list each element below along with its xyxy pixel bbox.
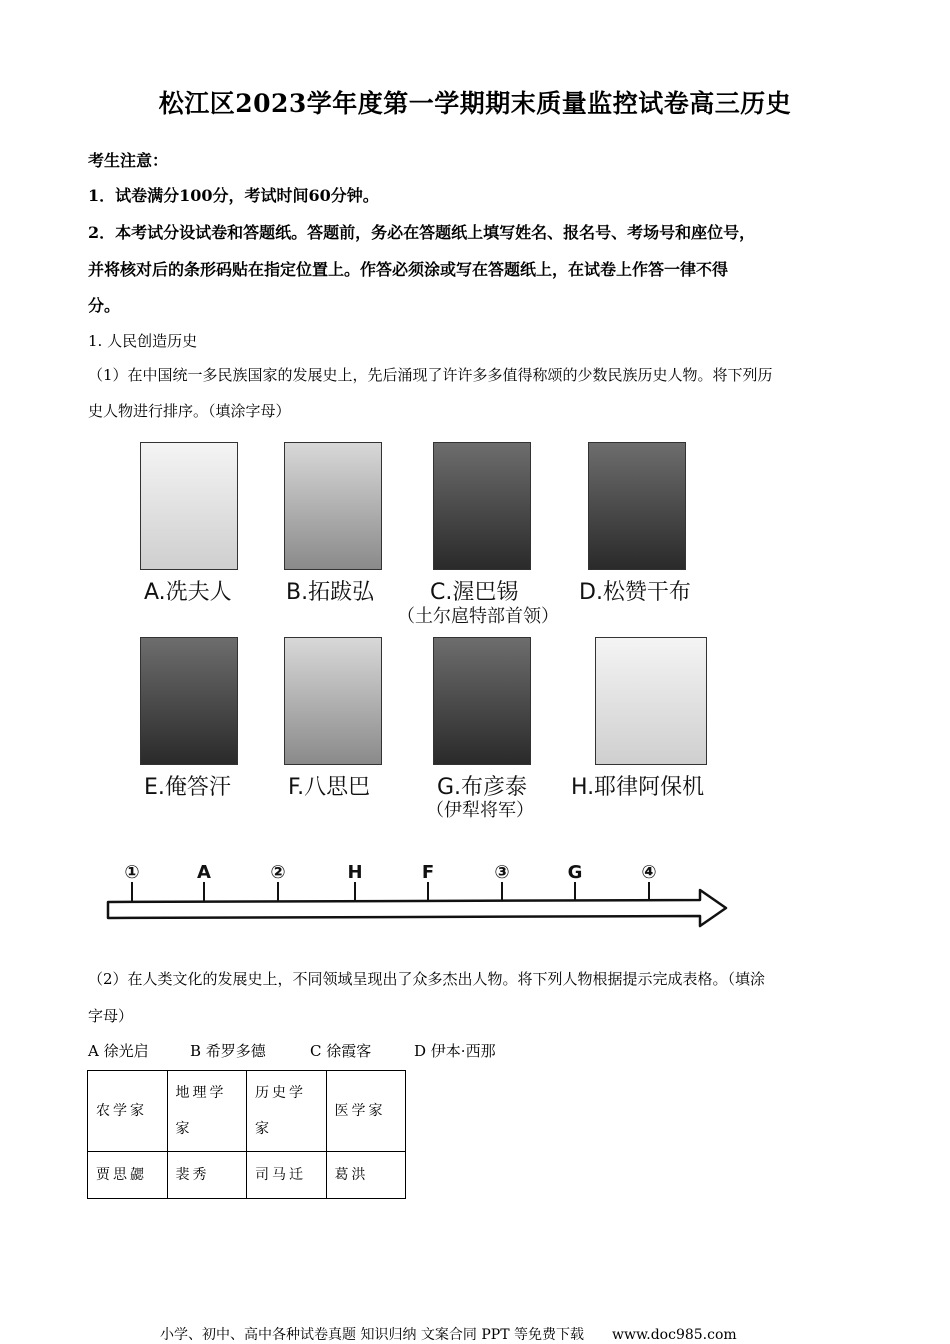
timeline-diagram [100,850,740,940]
table-row [88,1152,406,1199]
figure-portrait-h [595,637,707,765]
question-1-part-2-line-1: （2）在人类文化的发展史上，不同领域呈现出了众多杰出人物。将下列人物根据提示完成表格。（填涂 [88,970,766,988]
table-cell: 贾思勰 [88,1152,168,1199]
figure-portrait-g [433,637,531,765]
notice-item-2-line-2: 并将核对后的条形码贴在指定位置上。作答必须涂或写在答题纸上，在试卷上作答一律不得 [88,260,729,279]
table-cell: 司马迁 [247,1152,327,1199]
question-1-title: 1. 人民创造历史 [88,332,198,350]
figure-caption-a: A.冼夫人 [144,580,232,605]
timeline-label-1: ① [124,862,140,883]
figure-caption-h: H.耶律阿保机 [571,775,705,800]
question-1-part-1-line-1: （1）在中国统一多民族国家的发展史上，先后涌现了许许多多值得称颂的少数民族历史人物。将下列历 [88,366,773,384]
notice-heading: 考生注意： [88,151,169,170]
figure-caption-d: D.松赞干布 [579,580,691,605]
figure-portrait-e [140,637,238,765]
timeline-label-7: G [567,862,583,883]
table-header-cell: 农学家 [88,1071,168,1152]
figure-subcaption-c: （土尔扈特部首领） [397,606,559,627]
figure-portrait-d [588,442,686,570]
table-header-cell: 历史学家 [247,1071,327,1152]
option-c: C 徐霞客 [310,1042,372,1060]
figure-caption-g: G.布彦泰 [437,775,528,800]
figure-portrait-c [433,442,531,570]
figure-portrait-f [284,637,382,765]
question-1-part-2-line-2: 字母） [88,1007,134,1025]
table-header-row [88,1071,406,1152]
notice-item-2-line-3: 分。 [88,296,121,315]
notice-item-2-line-1: 2．本考试分设试卷和答题纸。答题前，务必在答题纸上填写姓名、报名号、考场号和座位号， [88,223,756,242]
figure-portrait-b [284,442,382,570]
option-a: A 徐光启 [88,1042,149,1060]
figure-caption-b: B.拓跋弘 [286,580,375,605]
option-d: D 伊本·西那 [414,1042,496,1060]
timeline-label-6: ③ [494,862,510,883]
timeline-label-4: H [347,862,363,883]
timeline-label-2: A [197,862,211,883]
table-header-cell: 医学家 [326,1071,406,1152]
table-cell: 裴秀 [167,1152,247,1199]
notice-item-1: 1．试卷满分100分，考试时间60分钟。 [88,186,379,205]
figure-caption-e: E.俺答汗 [144,775,231,800]
scholars-table [87,1070,406,1199]
figure-subcaption-g: （伊犁将军） [426,800,534,821]
page-footer: 小学、初中、高中各种试卷真题 知识归纳 文案合同 PPT 等免费下载 www.doc985.com [160,1327,737,1343]
timeline-label-3: ② [270,862,286,883]
figure-caption-c: C.渥巴锡 [430,580,519,605]
timeline-label-8: ④ [641,862,657,883]
question-1-part-1-line-2: 史人物进行排序。（填涂字母） [88,402,291,420]
figure-portrait-a [140,442,238,570]
timeline-label-5: F [421,862,435,883]
table-header-cell: 地理学家 [167,1071,247,1152]
page-title: 松江区2023学年度第一学期期末质量监控试卷高三历史 [158,89,792,118]
option-b: B 希罗多德 [190,1042,266,1060]
figure-caption-f: F.八思巴 [288,775,371,800]
table-cell: 葛洪 [326,1152,406,1199]
